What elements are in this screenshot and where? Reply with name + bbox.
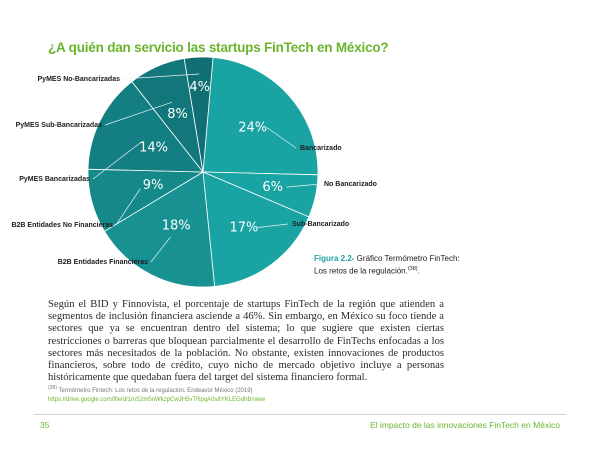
- caption-end: .: [417, 266, 420, 276]
- footnote-text: [48, 385, 253, 394]
- footnote: [48, 384, 568, 405]
- slice-category-label: B2B Entidades Financieras: [57, 259, 148, 266]
- slice-percent-label: 17%: [229, 220, 259, 236]
- slice-percent-label: 8%: [167, 107, 188, 123]
- pie-slice: [203, 57, 318, 174]
- slice-percent-label: 14%: [139, 140, 169, 156]
- caption-text: Gráfico Termómetro FinTech: Los retos de la regulación.: [314, 254, 460, 276]
- footnote-source: Termómetro Fintech: Los retos de la regulación. Endeavor México (2019): [56, 388, 253, 394]
- slice-category-label: PyMES Bancarizadas: [19, 176, 90, 183]
- footer-divider: [34, 414, 566, 415]
- slice-percent-label: 24%: [238, 120, 268, 136]
- slice-category-label: No Bancarizado: [324, 181, 377, 188]
- slice-percent-label: 9%: [142, 178, 164, 194]
- slice-category-label: PyMES No-Bancarizadas: [37, 76, 120, 83]
- slice-percent-label: 18%: [161, 218, 191, 234]
- footnote-link[interactable]: https://drive.google.com/file/d/1mS2m5nWkzpCwJH5vTRpqA0s8YKLEGdhB/view: [48, 397, 266, 403]
- slice-category-label: B2B Entidades No Financieras: [11, 222, 113, 229]
- page-title: ¿A quién dan servicio las startups FinTech en México?: [48, 40, 389, 55]
- slice-category-label: PyMES Sub-Bancarizadas: [15, 122, 102, 129]
- slice-percent-label: 4%: [189, 80, 211, 95]
- footer-title: El impacto de las innovaciones FinTech en México: [370, 420, 560, 430]
- body-paragraph: Según el BID y Finnovista, el porcentaje de startups FinTech de la región que atienden a segmentos de inclusión financiera asciende a 46%. Sin embargo, en México su foco tiende a sectores que ya se encuentran dentro del sistema; lo que sugiere que existen ciertas restricciones o barreras que bloquean parcialmente el desarrollo de FinTechs enfocadas a los sectores más necesitados de la población. No obstante, existen innovaciones de productos financieros, sobre todo de crédito, cuyo nicho de mercado objetivo incluye a personas históricamente que quedaban fuera del target del sistema financiero formal.: [48, 299, 444, 384]
- slice-percent-label: 6%: [262, 180, 284, 196]
- page-number: 35: [40, 420, 50, 430]
- caption-ref: (38): [407, 266, 418, 272]
- figure-caption: [314, 253, 464, 277]
- caption-label: Figura 2.2-: [314, 254, 355, 263]
- slice-category-label: Sub-Bancarizado: [292, 221, 350, 228]
- slice-category-label: Bancarizado: [300, 145, 342, 152]
- footnote-ref: (38): [48, 385, 57, 391]
